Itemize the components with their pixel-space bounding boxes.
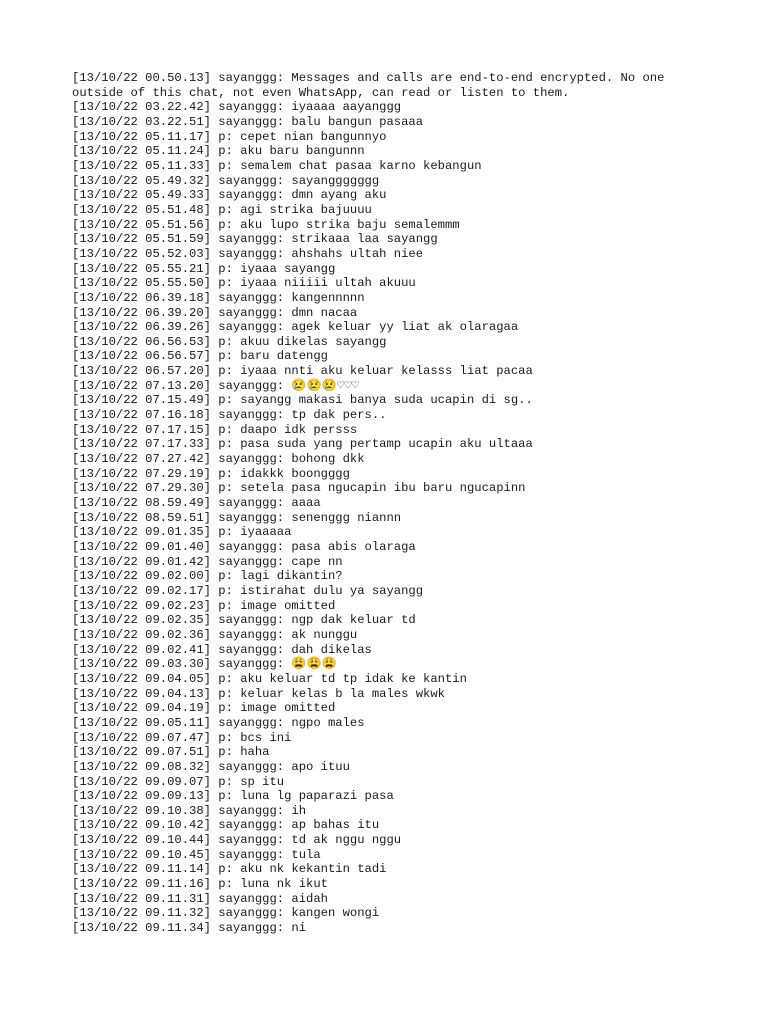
chat-line: [13/10/22 09.11.14] p: aku nk kekantin tadi: [72, 862, 387, 877]
chat-line: [13/10/22 09.10.38] sayanggg: ih: [72, 803, 307, 818]
chat-line: [13/10/22 05.49.32] sayanggg: sayanggggggg: [72, 173, 380, 188]
chat-line: [13/10/22 09.02.23] p: image omitted: [72, 598, 336, 613]
chat-line: [13/10/22 06.56.53] p: akuu dikelas sayangg: [72, 334, 387, 349]
chat-line: [13/10/22 03.22.42] sayanggg: iyaaaa aayanggg: [72, 100, 402, 115]
chat-line: [13/10/22 05.11.17] p: cepet nian bangunnyo: [72, 129, 387, 144]
chat-line: [13/10/22 05.52.03] sayanggg: ahshahs ultah niee: [72, 246, 424, 261]
chat-line: [13/10/22 09.11.32] sayanggg: kangen wongi: [72, 906, 380, 921]
chat-line: [13/10/22 09.04.05] p: aku keluar td tp idak ke kantin: [72, 671, 467, 686]
chat-line: [13/10/22 07.27.42] sayanggg: bohong dkk: [72, 452, 365, 467]
chat-line: [13/10/22 09.10.44] sayanggg: td ak nggu nggu: [72, 833, 402, 848]
chat-line: [13/10/22 05.55.50] p: iyaaa niiiii ultah akuuu: [72, 276, 416, 291]
chat-line: [13/10/22 05.51.56] p: aku lupo strika baju semalemmm: [72, 217, 460, 232]
chat-line: [13/10/22 09.09.13] p: luna lg paparazi pasa: [72, 789, 394, 804]
chat-line: [13/10/22 05.11.24] p: aku baru bangunnn: [72, 144, 365, 159]
chat-line: [13/10/22 09.02.35] sayanggg: ngp dak keluar td: [72, 613, 416, 628]
chat-line: [13/10/22 09.04.13] p: keluar kelas b la males wkwk: [72, 686, 445, 701]
chat-line: [13/10/22 06.39.18] sayanggg: kangennnnn: [72, 290, 365, 305]
chat-line: [13/10/22 09.02.17] p: istirahat dulu ya sayangg: [72, 583, 424, 598]
chat-line: [13/10/22 09.02.00] p: lagi dikantin?: [72, 569, 343, 584]
chat-line: [13/10/22 06.57.20] p: iyaaa nnti aku keluar kelasss liat pacaa: [72, 364, 533, 379]
chat-line: [13/10/22 09.07.51] p: haha: [72, 745, 270, 760]
chat-transcript: [72, 71, 712, 936]
chat-line: [13/10/22 09.02.36] sayanggg: ak nunggu: [72, 627, 358, 642]
chat-line: [13/10/22 07.15.49] p: sayangg makasi banya suda ucapin di sg..: [72, 393, 533, 408]
chat-line: [13/10/22 00.50.13] sayanggg: Messages and calls are end-to-end encrypted. No one outside of this chat, not even WhatsApp, can read or listen to them.: [72, 71, 672, 100]
chat-line: [13/10/22 09.01.35] p: iyaaaaa: [72, 525, 292, 540]
chat-line: [13/10/22 07.29.30] p: setela pasa ngucapin ibu baru ngucapinn: [72, 481, 526, 496]
chat-line: [13/10/22 09.11.34] sayanggg: ni: [72, 921, 307, 936]
chat-line: [13/10/22 09.04.19] p: image omitted: [72, 701, 336, 716]
chat-line: [13/10/22 09.09.07] p: sp itu: [72, 774, 285, 789]
chat-line: [13/10/22 06.39.20] sayanggg: dmn nacaa: [72, 305, 358, 320]
chat-line: [13/10/22 07.17.15] p: daapo idk persss: [72, 422, 358, 437]
chat-line: [13/10/22 09.11.16] p: luna nk ikut: [72, 877, 328, 892]
chat-line: [13/10/22 05.55.21] p: iyaaa sayangg: [72, 261, 336, 276]
chat-line: [13/10/22 09.05.11] sayanggg: ngpo males: [72, 715, 365, 730]
chat-line: [13/10/22 07.29.19] p: idakkk boongggg: [72, 466, 350, 481]
chat-line: [13/10/22 06.39.26] sayanggg: agek keluar yy liat ak olaragaa: [72, 320, 519, 335]
chat-line: [13/10/22 09.02.41] sayanggg: dah dikelas: [72, 642, 372, 657]
chat-line: [13/10/22 08.59.49] sayanggg: aaaa: [72, 496, 321, 511]
chat-line: [13/10/22 09.10.42] sayanggg: ap bahas itu: [72, 818, 380, 833]
chat-line: [13/10/22 07.17.33] p: pasa suda yang pertamp ucapin aku ultaaa: [72, 437, 533, 452]
chat-line: [13/10/22 05.11.33] p: semalem chat pasaa karno kebangun: [72, 158, 482, 173]
chat-line: [13/10/22 09.03.30] sayanggg: 😩😩😩: [72, 657, 337, 672]
chat-line: [13/10/22 05.49.33] sayanggg: dmn ayang aku: [72, 188, 387, 203]
chat-line: [13/10/22 05.51.48] p: agi strika bajuuuu: [72, 202, 372, 217]
chat-line: [13/10/22 09.08.32] sayanggg: apo ituu: [72, 759, 350, 774]
chat-line: [13/10/22 07.16.18] sayanggg: tp dak pers..: [72, 408, 387, 423]
chat-line: [13/10/22 09.01.42] sayanggg: cape nn: [72, 554, 343, 569]
chat-line: [13/10/22 06.56.57] p: baru datengg: [72, 349, 328, 364]
chat-line: [13/10/22 09.11.31] sayanggg: aidah: [72, 891, 328, 906]
chat-line: [13/10/22 09.10.45] sayanggg: tula: [72, 847, 321, 862]
chat-line: [13/10/22 09.07.47] p: bcs ini: [72, 730, 292, 745]
chat-line: [13/10/22 05.51.59] sayanggg: strikaaa laa sayangg: [72, 232, 438, 247]
chat-line: [13/10/22 03.22.51] sayanggg: balu bangun pasaaa: [72, 114, 424, 129]
chat-line: [13/10/22 07.13.20] sayanggg: 😢😢😢♡♡♡: [72, 378, 359, 393]
chat-line: [13/10/22 09.01.40] sayanggg: pasa abis olaraga: [72, 540, 416, 554]
chat-line: [13/10/22 08.59.51] sayanggg: senenggg niannn: [72, 510, 402, 525]
